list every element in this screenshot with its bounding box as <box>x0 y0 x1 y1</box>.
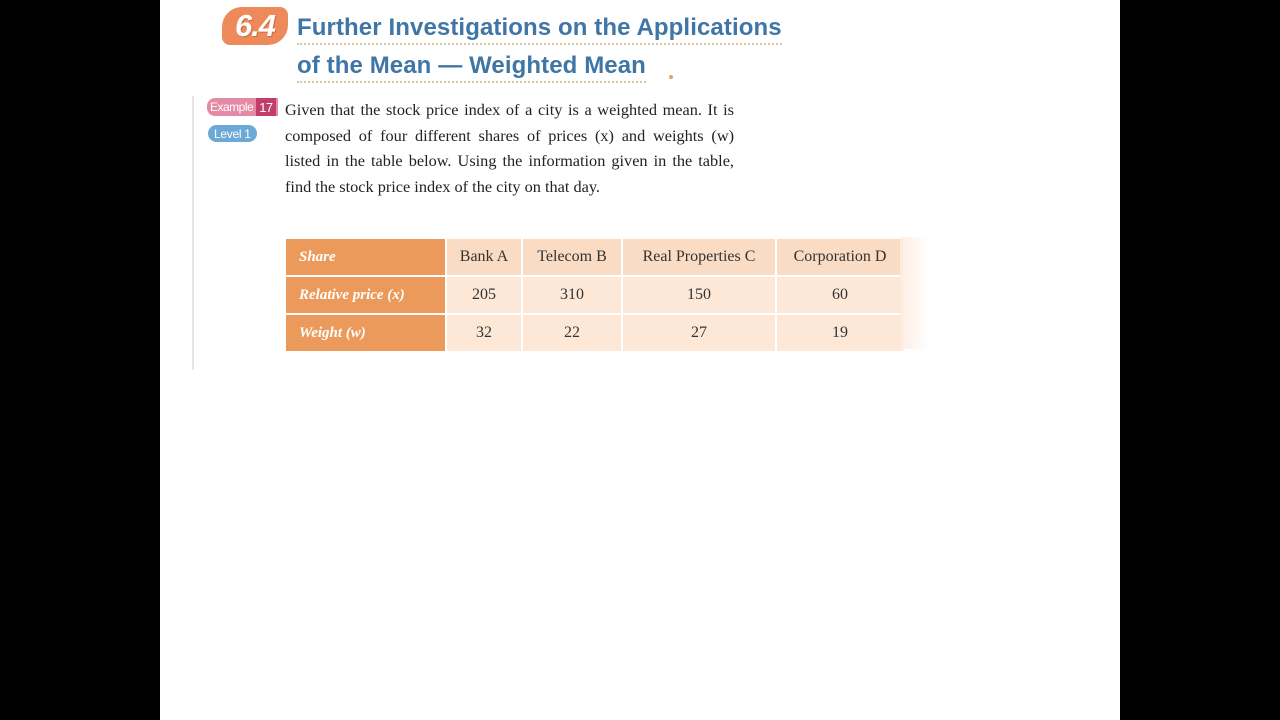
title-end-dot <box>669 75 673 79</box>
row-header-share: Share <box>285 238 446 276</box>
row-header-weight: Weight (w) <box>285 314 446 352</box>
column-header-real-properties-c: Real Properties C <box>622 238 776 276</box>
shares-data-table <box>284 237 905 353</box>
table-cell: 32 <box>446 314 522 352</box>
table-edge-fade <box>900 237 930 349</box>
column-header-bank-a: Bank A <box>446 238 522 276</box>
column-header-corporation-d: Corporation D <box>776 238 904 276</box>
table-cell: 22 <box>522 314 622 352</box>
section-number: 6.4 <box>234 8 276 43</box>
section-title-line-2: of the Mean — Weighted Mean <box>297 52 646 83</box>
table-row <box>285 238 904 276</box>
example-tag-number: 17 <box>256 98 275 116</box>
column-header-telecom-b: Telecom B <box>522 238 622 276</box>
bleed-through-text-block <box>905 95 1120 122</box>
table-cell: 310 <box>522 276 622 314</box>
row-header-relative-price: Relative price (x) <box>285 276 446 314</box>
table-row <box>285 314 904 352</box>
example-tag <box>207 98 278 116</box>
example-side-rule <box>192 96 194 370</box>
table-cell: 19 <box>776 314 904 352</box>
example-tag-label: Example <box>210 100 254 114</box>
table-cell: 150 <box>622 276 776 314</box>
example-question-text: Given that the stock price index of a city is a weighted mean. It is composed of four different shares of prices (x) and weights (w) listed in the table below. Using the information given in the table, find the stock price index of the city on that day. <box>285 100 734 196</box>
section-number-badge <box>222 7 288 45</box>
table-cell: 60 <box>776 276 904 314</box>
table-cell: 205 <box>446 276 522 314</box>
level-tag: Level 1 <box>208 125 257 142</box>
section-title-line-1: Further Investigations on the Applications <box>297 14 782 45</box>
table-row <box>285 276 904 314</box>
textbook-page <box>160 0 1120 720</box>
table-cell: 27 <box>622 314 776 352</box>
